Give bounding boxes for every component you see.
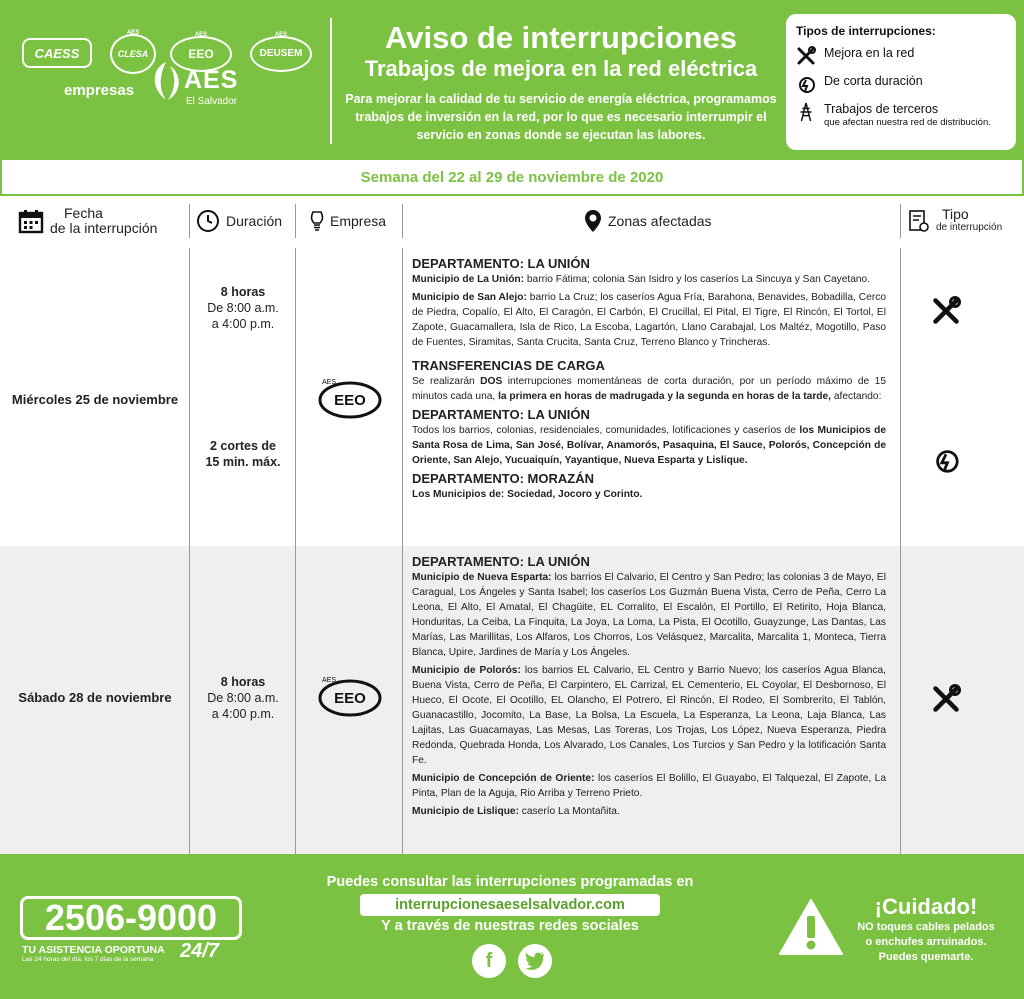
location-pin-icon bbox=[584, 209, 602, 233]
hours-badge: 24/7 bbox=[180, 940, 219, 962]
tools-icon bbox=[796, 46, 816, 66]
svg-text:EEO: EEO bbox=[334, 690, 366, 707]
power-tower-icon bbox=[796, 102, 816, 122]
row-zones: DEPARTAMENTO: LA UNIÓN Municipio de La Unión: barrio Fátima; colonia San Isidro y los caseríos La Sincuya y San Cayetano. Municipio de San Alejo: barrio La Cruz; los caseríos Agua Fría, Barahona, Benavides, Bobadilla, Cerco de Piedra, Copalío, El Alto, El Caragón, El Carbón, El Crucillal, El Pital, El Tigre, El Rincón, El Tortol, El Zapote, Guacamallera, Isla de Rico, La Escoba, Lagartón, Llano Carabajal, Los Maltéz, Mogotillo, Paso de Fuentes, Siramitas, Santa Crucita, Santa Cruz, Terreno Blanco y Trincheras. TRANSFERENCIAS DE CARGA Se realizarán DOS interrupciones momentáneas de corta duración, por un período máximo de 15 minutos cada una, la primera en horas de madrugada y la segunda en horas de la tarde, afectando: DEPARTAMENTO: LA UNIÓN Todos los barrios, colonias, residenciales, comunidades, lotificaciones y caseríos de los Municipios de Santa Rosa de Lima, San José, Bolívar, Anamorós, Pasaquina, El Sauce, Polorós, Concepción de Oriente, San Alejo, Yucuaiquín, Yayantique, Nueva Esparta y Lislique. DEPARTAMENTO: MORAZÁN Los Municipios de: Sociedad, Jocoro y Corinto. bbox=[412, 256, 886, 500]
aes-leaf-icon bbox=[146, 58, 186, 104]
warning-icon bbox=[778, 898, 844, 956]
intro-text: Para mejorar la calidad de tu servicio de energía eléctrica, programamos trabajos de inversión en la red, por lo que es necesario interrumpir el servicio en zonas donde se ejecutan las labores. bbox=[345, 92, 777, 142]
clesa-logo: AES CLESA bbox=[110, 34, 156, 74]
asistencia-sub: Las 24 horas del día, los 7 días de la semana bbox=[22, 956, 154, 963]
divider bbox=[189, 204, 190, 238]
legend-item-mejora: Mejora en la red bbox=[796, 46, 1006, 66]
divider bbox=[295, 248, 296, 854]
row-duration: 8 horas De 8:00 a.m. a 4:00 p.m. bbox=[207, 675, 279, 721]
divider bbox=[900, 248, 901, 854]
header-banner bbox=[0, 0, 1024, 160]
col-fecha: Fecha de la interrupción bbox=[18, 196, 188, 246]
row-duration-short: 2 cortes de 15 min. máx. bbox=[205, 439, 281, 469]
asistencia-label: TU ASISTENCIA OPORTUNA bbox=[22, 944, 165, 956]
divider bbox=[402, 204, 403, 238]
header-divider bbox=[330, 18, 332, 144]
col-duracion: Duración bbox=[196, 196, 296, 246]
social-text: Y a través de nuestras redes sociales bbox=[381, 918, 639, 934]
legend-item-corta: De corta duración bbox=[796, 74, 1006, 94]
clipboard-gear-icon bbox=[908, 208, 930, 234]
svg-text:AES: AES bbox=[322, 677, 337, 684]
svg-text:EEO: EEO bbox=[334, 392, 366, 409]
row-date: Sábado 28 de noviembre bbox=[18, 690, 172, 705]
week-text: Semana del 22 al 29 de noviembre de 2020 bbox=[360, 168, 664, 186]
website-link[interactable]: interrupcionesaeselsalvador.com bbox=[360, 894, 660, 916]
short-outage-icon bbox=[928, 446, 964, 474]
legend-title: Tipos de interrupciones: bbox=[796, 24, 936, 38]
col-zonas: Zonas afectadas bbox=[584, 196, 784, 246]
row-duration: 8 horas De 8:00 a.m. a 4:00 p.m. bbox=[207, 285, 279, 331]
twitter-icon[interactable] bbox=[518, 944, 552, 978]
legend-item-terceros: Trabajos de terceros que afectan nuestra red de distribución. bbox=[796, 102, 1006, 130]
col-empresa: Empresa bbox=[310, 196, 406, 246]
tools-icon bbox=[928, 296, 964, 326]
page-title: Aviso de interrupciones bbox=[385, 20, 737, 55]
eeo-logo: AES EEO bbox=[170, 36, 232, 72]
week-banner bbox=[0, 160, 1024, 196]
footer-banner bbox=[0, 854, 1024, 999]
caess-logo: CAESS bbox=[22, 38, 92, 68]
empresas-label: empresas bbox=[64, 82, 135, 99]
title-block bbox=[336, 20, 786, 144]
row-date: Miércoles 25 de noviembre bbox=[11, 392, 179, 407]
col-tipo: Tipo de interrupción bbox=[908, 196, 1018, 246]
row-company bbox=[296, 674, 402, 718]
deusem-logo: AES DEUSEM bbox=[250, 36, 312, 72]
facebook-icon[interactable]: f bbox=[472, 944, 506, 978]
divider bbox=[189, 248, 190, 854]
short-outage-icon bbox=[796, 74, 816, 94]
table-row bbox=[0, 248, 1024, 546]
legend-box bbox=[786, 14, 1016, 150]
calendar-icon bbox=[18, 208, 44, 234]
eeo-company-logo bbox=[316, 674, 382, 718]
row-company bbox=[296, 376, 402, 420]
consult-text: Puedes consultar las interrupciones programadas en bbox=[326, 874, 694, 890]
eeo-company-logo bbox=[316, 376, 382, 420]
lightbulb-icon bbox=[310, 210, 324, 232]
clock-icon bbox=[196, 209, 220, 233]
tools-icon bbox=[928, 684, 964, 714]
twitter-bird-icon bbox=[525, 952, 545, 970]
table-row bbox=[0, 546, 1024, 854]
warning-message: ¡Cuidado! NO toques cables pelados o enchufes arruinados. Puedes quemarte. bbox=[857, 894, 995, 963]
row-zones: DEPARTAMENTO: LA UNIÓN Municipio de Nueva Esparta: los barrios El Calvario, El Centro y San Pedro; las colonias 3 de Mayo, El Caragual, Los Ángeles y Santa Isabel; los caseríos Los Guzmán Buena Vista, Cerro de Peña, Cerro La Leona, El Alto, El Amatal, El Chagüite, EL Corralito, El Escalón, El Portillo, El Retirito, Hoja Blanca, Honduritas, La Ceiba, La Finquita, La Joya, La Loma, La Pista, El Ocotillo, Guayzunge, Las Dantas, Las Marías, Las Marillitas, Los Alfaros, Los Chorros, Los Velásquez, Marcalita, Marcalita 1, Monteca, Tierra Blanca, Upire, Jardines de María y Los Ángeles. Municipio de Polorós: los barrios EL Calvario, EL Centro y Barrio Nuevo; los caseríos Agua Blanca, Buena Vista, Cerro de Peña, El Carpintero, EL Carrizal, EL Cementerio, EL Coyolar, El Desbornoso, El Hueco, El Ocote, El Ocotillo, EL Olancho, El Potrero, El Rincón, El Rodeo, El Sombrerito, El Tablón, Guanacastillo, Jocomito, La Base, La Bolsa, La Escuela, La Esperanza, La Leona, Laja Blanca, Las Lajitas, Las Guacamayas, Las Mesas, Las Toreras, Los Trojas, Los López, Nueva Esperanza, Piedra Redonda, Quebrada Honda, Los Alvarado, Los Canales, Los Turcios y San Pedro y la lotificación Santa Fe. Municipio de Concepción de Oriente: los caseríos El Bolillo, El Guayabo, El Talquezal, El Zapote, La Pinta, Plan de la Aguja, Rio Arriba y Terreno Prieto. Municipio de Lislique: caserío La Montañita. bbox=[412, 554, 886, 817]
divider bbox=[900, 204, 901, 238]
divider bbox=[402, 248, 403, 854]
phone-number[interactable]: 2506-9000 bbox=[20, 896, 242, 940]
divider bbox=[295, 204, 296, 238]
page-subtitle: Trabajos de mejora en la red eléctrica bbox=[364, 56, 758, 81]
aes-logo: AES El Salvador bbox=[146, 58, 246, 110]
svg-text:AES: AES bbox=[322, 379, 337, 386]
